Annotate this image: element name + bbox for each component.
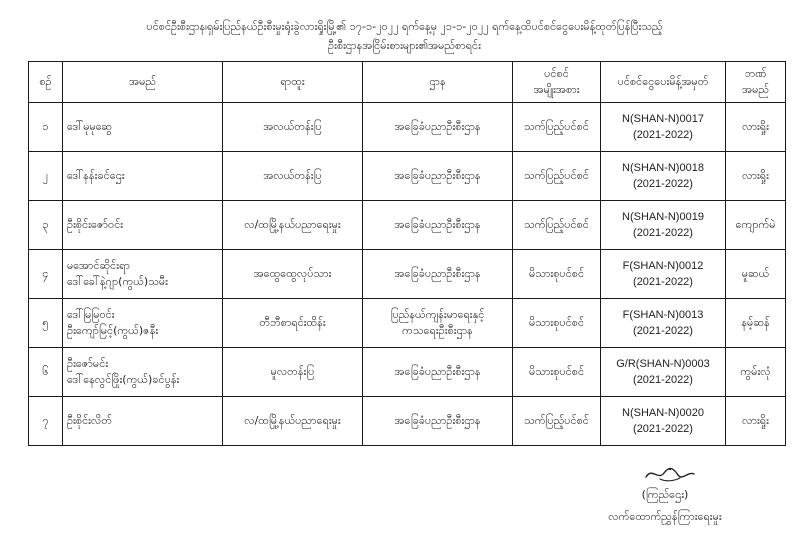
cell-name <box>63 152 223 201</box>
cell-name-relation-line: ဦးကျော်မြင့်(ကွယ်)ဇနီး <box>67 324 159 337</box>
col-header-bank-line2: အမည် <box>741 83 770 96</box>
col-header-pension-type <box>513 62 601 103</box>
cell-department <box>363 250 513 299</box>
table-row <box>29 201 786 250</box>
cell-name <box>63 250 223 299</box>
col-header-bank <box>726 62 786 103</box>
cell-order-no <box>601 201 726 250</box>
cell-department-line: ပြည်နယ်ကျန်းမာရေးနှင့် <box>390 308 485 321</box>
cell-bank: လားရှိုး <box>726 152 786 201</box>
col-header-pension-type-line1: ပင်စင် <box>544 67 569 80</box>
cell-no: ၄ <box>29 250 63 299</box>
cell-department <box>363 201 513 250</box>
cell-name <box>63 299 223 348</box>
col-header-pension-type-line2: အမျိုးအစား <box>533 83 580 96</box>
signatory-name: (ကြည်ဌေး) <box>641 488 689 501</box>
document-title-line-2: ဦးစီးဌာနအငြိမ်းစားများ၏အမည်စာရင်း <box>328 39 481 52</box>
cell-name-line: ဒေါ်နန်းခင်ဌေး <box>67 169 125 182</box>
table-row <box>29 348 786 397</box>
cell-department-line: အခြေခံပညာဦးစီးဌာန <box>394 365 481 378</box>
table-header-row <box>29 62 786 103</box>
col-header-position: ရာထူး <box>223 62 363 103</box>
cell-position: အလယ်တန်းပြ <box>223 103 363 152</box>
cell-department <box>363 152 513 201</box>
cell-no: ၂ <box>29 152 63 201</box>
cell-department <box>363 397 513 446</box>
cell-bank: မူဆယ် <box>726 250 786 299</box>
cell-order-no <box>601 152 726 201</box>
col-header-department: ဌာန <box>363 62 513 103</box>
cell-bank: လားရှိုး <box>726 397 786 446</box>
cell-order-no-line: G/R(SHAN-N)0003 <box>616 358 710 370</box>
cell-department-line: အခြေခံပညာဦးစီးဌာန <box>394 414 481 427</box>
table-row <box>29 250 786 299</box>
cell-name-line: မအောင်ဆိုင်းရာ <box>67 259 130 272</box>
cell-name-line: ဦးစိုင်းလိတ် <box>67 414 112 427</box>
cell-order-no-line: F(SHAN-N)0013 <box>622 309 704 321</box>
cell-no: ၃ <box>29 201 63 250</box>
cell-position: အလယ်တန်းပြ <box>223 152 363 201</box>
cell-department-line: အခြေခံပညာဦးစီးဌာန <box>394 218 481 231</box>
table-row <box>29 299 786 348</box>
col-header-order-no: ပင်စင်ငွေပေးမိန့်အမှတ် <box>601 62 726 103</box>
cell-name-line: ဦးစိုင်းဇော်ဝင်း <box>67 218 124 231</box>
cell-name <box>63 397 223 446</box>
cell-pension-type: မိသားစုပင်စင် <box>513 299 601 348</box>
cell-order-no <box>601 397 726 446</box>
cell-name <box>63 201 223 250</box>
document-title-line-1: ပင်စင်ဦးစီးဌာန၊ရှမ်းပြည်နယ်ဦးစီးမှုးရုံးခွဲလားရှိုးမြို့၏ ၁၇-၁-၂၀၂၂ ရက်နေ့မှ ၂၁-၁-၂၀၂၂ ရက်နေ့ထိပင်စင်ငွေပေးမိန့်ထုတ်ပြန်ပြီးသည့် <box>146 20 663 33</box>
cell-order-year-line: (2021-2022) <box>633 374 693 386</box>
cell-no: ၁ <box>29 103 63 152</box>
table-row <box>29 103 786 152</box>
cell-name-relation-line: ဒေါ်နေလွင်ဖြိုး(ကွယ်)ခင်ပွန်း <box>67 373 180 386</box>
cell-pension-type: သက်ပြည့်ပင်စင် <box>513 152 601 201</box>
cell-order-year-line: (2021-2022) <box>633 227 693 239</box>
cell-bank: ကျောက်မဲ <box>726 201 786 250</box>
cell-order-no-line: N(SHAN-N)0019 <box>622 211 704 223</box>
cell-bank: ကွမ်းလုံ <box>726 348 786 397</box>
cell-order-no-line: N(SHAN-N)0017 <box>622 113 704 125</box>
cell-order-year-line: (2021-2022) <box>633 276 693 288</box>
cell-department <box>363 299 513 348</box>
cell-order-year-line: (2021-2022) <box>633 129 693 141</box>
cell-no: ၇ <box>29 397 63 446</box>
cell-order-no <box>601 299 726 348</box>
cell-pension-type: သက်ပြည့်ပင်စင် <box>513 103 601 152</box>
cell-order-year-line: (2021-2022) <box>633 325 693 337</box>
cell-department-line: အခြေခံပညာဦးစီးဌာန <box>394 120 481 133</box>
cell-pension-type: သက်ပြည့်ပင်စင် <box>513 201 601 250</box>
cell-department-line: အခြေခံပညာဦးစီးဌာန <box>394 169 481 182</box>
cell-position: တီဘီစာရင်းထိန်း <box>223 299 363 348</box>
cell-position: အထွေထွေလုပ်သား <box>223 250 363 299</box>
pension-table <box>28 61 786 446</box>
cell-name <box>63 103 223 152</box>
cell-position: လ/ထမြို့နယ်ပညာရေးမှုး <box>223 201 363 250</box>
cell-pension-type: သက်ပြည့်ပင်စင် <box>513 397 601 446</box>
col-header-bank-line1: ဘဏ် <box>744 67 767 80</box>
cell-name-line: ဒေါ်မြမြဝင်း <box>67 308 115 321</box>
cell-name <box>63 348 223 397</box>
cell-department <box>363 348 513 397</box>
cell-pension-type: မိသားစုပင်စင် <box>513 348 601 397</box>
cell-order-year-line: (2021-2022) <box>633 178 693 190</box>
cell-order-no-line: F(SHAN-N)0012 <box>622 260 704 272</box>
cell-bank: နမ့်ဆန် <box>726 299 786 348</box>
cell-order-no-line: N(SHAN-N)0020 <box>622 407 704 419</box>
cell-order-no <box>601 103 726 152</box>
cell-name-line: ဒေါ်မုမုဆွေ <box>67 120 112 133</box>
cell-order-no <box>601 348 726 397</box>
table-row <box>29 152 786 201</box>
cell-order-year-line: (2021-2022) <box>633 423 693 435</box>
cell-name-relation-line: ဒေါ်ခေါ်နဲ့ဂျာ(ကွယ်)သမီး <box>67 275 168 288</box>
signatory-title: လက်ထောက်ညွှန်ကြားရေးမှုး <box>608 510 722 523</box>
cell-name-line: ဦးဇော်မင်း <box>67 357 109 370</box>
cell-position: မူလတန်းပြ <box>223 348 363 397</box>
cell-position: လ/ထမြို့နယ်ပညာရေးမှုး <box>223 397 363 446</box>
cell-order-no <box>601 250 726 299</box>
cell-no: ၅ <box>29 299 63 348</box>
cell-department-line: အခြေခံပညာဦးစီးဌာန <box>394 267 481 280</box>
col-header-name: အမည် <box>63 62 223 103</box>
col-header-no: စဉ် <box>29 62 63 103</box>
handwritten-signature <box>640 463 700 485</box>
cell-bank: လားရှိုး <box>726 103 786 152</box>
cell-pension-type: မိသားစုပင်စင် <box>513 250 601 299</box>
table-row <box>29 397 786 446</box>
cell-order-no-line: N(SHAN-N)0018 <box>622 162 704 174</box>
cell-department-line-2: ကသရေးဦးစီးဌာန <box>402 324 473 337</box>
cell-department <box>363 103 513 152</box>
cell-no: ၆ <box>29 348 63 397</box>
